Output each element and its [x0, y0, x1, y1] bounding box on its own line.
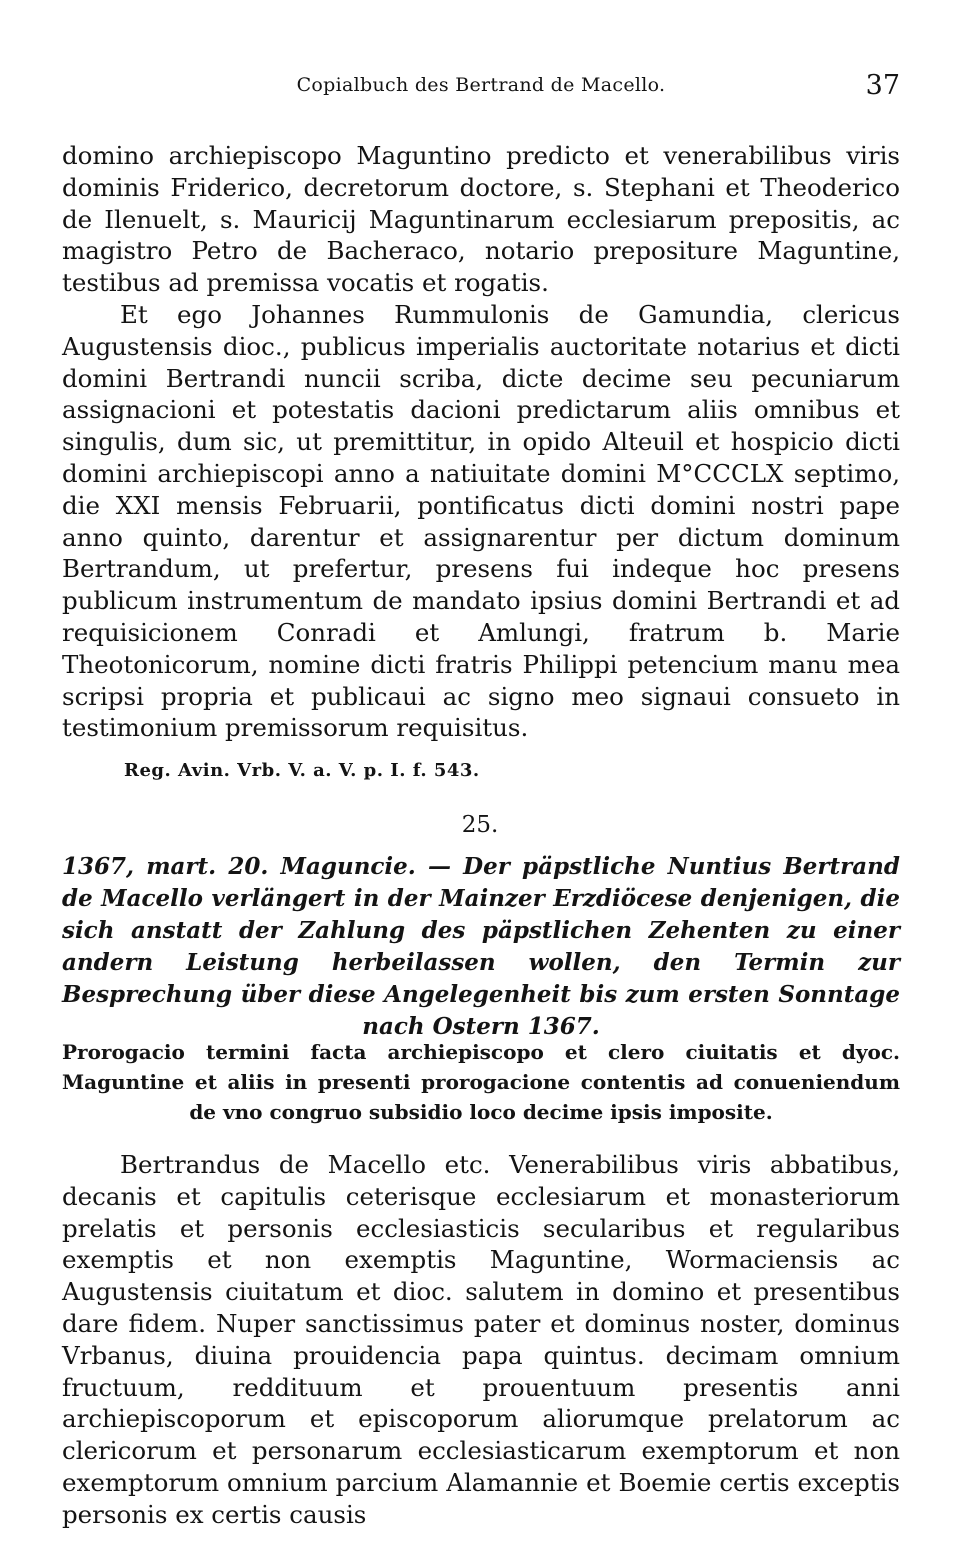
body-text: Bertrandus de Macello etc. Venerabilibus viris abbatibus, decanis et capitulis ceterisque ecclesiarum et monasteriorum prelatis et personis ecclesiasticis secularibus et regularibus exemptis et non exemptis Maguntine, Wormaciensis ac Augustensis ciuitatum et dioc. salutem in domino et presentibus dare fidem. Nuper sanctissimus pater et dominus noster, dominus Vrbanus, diuina prouidencia papa quintus. decimam omnium fructuum, reddituum et prouentuum presentis anni archiepiscoporum et episcoporum aliorumque prelatorum ac clericorum et personarum ecclesiasticarum exemptorum et non exemptorum omnium parcium Alamannie et Boemie certis exceptis personis ex certis causis: [62, 1150, 900, 1529]
document-summary: [62, 851, 900, 1043]
rubric-text: Prorogacio termini facta archiepiscopo et clero ciuitatis et dyoc. Maguntine et aliis in presenti prorogacione contentis ad conueniendum de vno congruo subsidio loco decime ipsis imposite.: [62, 1040, 900, 1124]
witness-paragraph: domino archiepiscopo Maguntino predicto et venerabilibus viris dominis Friderico, decretorum doctore, s. Stephani et Theoderico de Ilenuelt, s. Mauricij Maguntinarum ecclesiarum prepositis, ac magistro Petro de Bacheraco, notario prepositure Maguntine, testibus ad premissa vocatis et rogatis.: [62, 141, 900, 298]
continuation-text: [62, 140, 900, 744]
document-rubric: [62, 1037, 900, 1127]
summary-text: 1367, mart. 20. Maguncie. — Der päpstliche Nuntius Bertrand de Macello verlängert in der Mainzer Erzdiöcese denjenigen, die sich anstatt der Zahlung des päpstlichen Zehenten zu einer andern Leistung herbeilassen wollen, den Termin zur Besprechung über diese Angelegenheit bis zum ersten Sonntage nach Ostern 1367.: [62, 853, 900, 1040]
notary-paragraph: Et ego Johannes Rummulonis de Gamundia, clericus Augustensis dioc., publicus imperialis auctoritate notarius et dicti domini Bertrandi nuncii scriba, dicte decime seu pecuniarum assignacioni et potestatis dacioni predictarum aliis omnibus et singulis, dum sic, ut premittitur, in opido Alteuil et hospicio dicti domini archiepiscopi anno a natiuitate domini M°CCCLX septimo, die XXI mensis Februarii, pontificatus dicti domini nostri pape anno quinto, darentur et assignarentur per dictum dominum Bertrandum, ut prefertur, presens fui indeque hoc presens publicum instrumentum de mandato ipsius domini Bertrandi et ad requisicionem Conradi et Amlungi, fratrum b. Marie Theotonicorum, nomine dicti fratris Philippi petencium manu mea scripsi propria et publicaui ac signo meo signaui consueto in testimonium premissorum requisitus.: [62, 299, 900, 743]
running-head: [62, 70, 900, 110]
page-number: 37: [865, 70, 900, 101]
document-number: 25.: [461, 812, 499, 838]
source-reference: Reg. Avin. Vrb. V. a. V. p. I. f. 543.: [124, 760, 480, 781]
document-body: [62, 1149, 900, 1531]
running-title: Copialbuch des Bertrand de Macello.: [296, 74, 666, 96]
